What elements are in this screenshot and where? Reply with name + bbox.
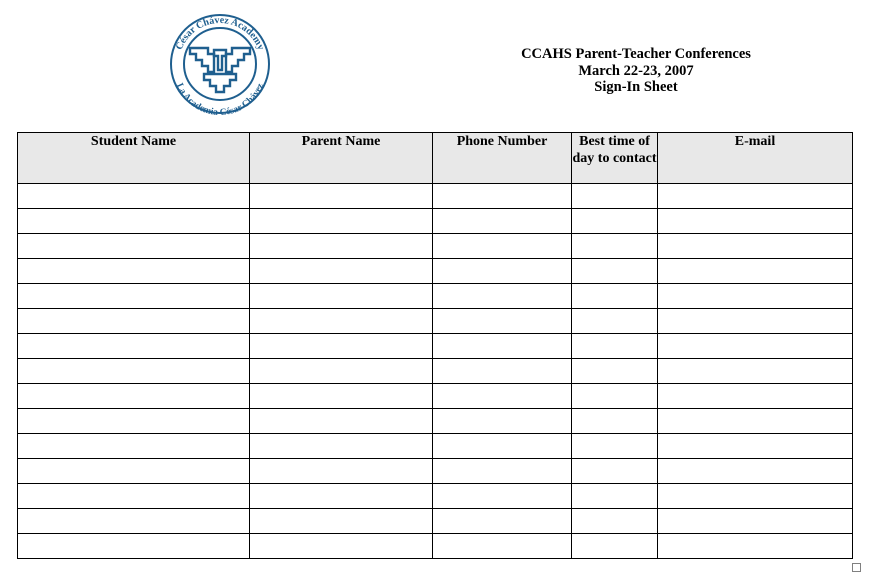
parent-name-cell — [250, 459, 433, 484]
phone-number-cell — [433, 459, 572, 484]
email-cell — [658, 459, 853, 484]
email-cell — [658, 209, 853, 234]
email-cell — [658, 484, 853, 509]
phone-number-cell — [433, 284, 572, 309]
table-row — [18, 209, 853, 234]
table-row — [18, 359, 853, 384]
student-name-cell — [18, 384, 250, 409]
best-time-cell — [572, 384, 658, 409]
table-row — [18, 534, 853, 559]
table-row — [18, 309, 853, 334]
conference-title: CCAHS Parent-Teacher Conferences — [521, 46, 751, 62]
phone-number-cell — [433, 359, 572, 384]
table-row — [18, 484, 853, 509]
phone-number-cell — [433, 484, 572, 509]
email-cell — [658, 384, 853, 409]
parent-name-cell — [250, 309, 433, 334]
eagle-seal-icon — [168, 12, 272, 116]
phone-number-cell — [433, 184, 572, 209]
parent-name-cell — [250, 434, 433, 459]
phone-number-cell — [433, 534, 572, 559]
phone-number-cell — [433, 259, 572, 284]
email-cell — [658, 284, 853, 309]
table-row — [18, 409, 853, 434]
parent-name-cell — [250, 209, 433, 234]
best-time-cell — [572, 409, 658, 434]
email-cell — [658, 359, 853, 384]
table-row — [18, 384, 853, 409]
best-time-cell — [572, 459, 658, 484]
student-name-cell — [18, 459, 250, 484]
student-name-cell — [18, 534, 250, 559]
phone-number-cell — [433, 384, 572, 409]
table-row — [18, 259, 853, 284]
parent-name-cell — [250, 184, 433, 209]
parent-name-cell — [250, 409, 433, 434]
student-name-cell — [18, 259, 250, 284]
table-row — [18, 234, 853, 259]
parent-name-cell — [250, 534, 433, 559]
parent-name-cell — [250, 359, 433, 384]
email-cell — [658, 334, 853, 359]
logo-bottom-text: La Academia César Chávez — [173, 81, 267, 116]
email-cell — [658, 509, 853, 534]
student-name-cell — [18, 209, 250, 234]
best-time-cell — [572, 309, 658, 334]
best-time-cell — [572, 284, 658, 309]
parent-name-cell — [250, 259, 433, 284]
conference-dates: March 22-23, 2007 — [578, 62, 694, 79]
phone-number-cell — [433, 309, 572, 334]
email-cell — [658, 234, 853, 259]
email-cell — [658, 309, 853, 334]
signin-table — [17, 132, 853, 559]
best-time-cell — [572, 359, 658, 384]
best-time-cell — [572, 434, 658, 459]
parent-name-cell — [250, 334, 433, 359]
best-time-cell — [572, 534, 658, 559]
parent-name-cell — [250, 384, 433, 409]
best-time-cell — [572, 484, 658, 509]
parent-name-cell — [250, 509, 433, 534]
phone-number-cell — [433, 409, 572, 434]
email-cell — [658, 184, 853, 209]
best-time-cell — [572, 334, 658, 359]
column-header-student-name: Student Name — [18, 133, 250, 184]
student-name-cell — [18, 359, 250, 384]
email-cell — [658, 434, 853, 459]
student-name-cell — [18, 334, 250, 359]
student-name-cell — [18, 184, 250, 209]
email-cell — [658, 409, 853, 434]
school-logo — [168, 12, 272, 116]
student-name-cell — [18, 409, 250, 434]
parent-name-cell — [250, 484, 433, 509]
table-body — [18, 184, 853, 559]
phone-number-cell — [433, 234, 572, 259]
table-row — [18, 459, 853, 484]
table-row — [18, 184, 853, 209]
best-time-cell — [572, 184, 658, 209]
parent-name-cell — [250, 284, 433, 309]
student-name-cell — [18, 509, 250, 534]
student-name-cell — [18, 309, 250, 334]
email-cell — [658, 534, 853, 559]
column-header-email: E-mail — [658, 133, 853, 184]
phone-number-cell — [433, 434, 572, 459]
column-header-best-time: Best time of day to contact — [572, 133, 658, 184]
document-header — [486, 46, 786, 96]
best-time-cell — [572, 234, 658, 259]
table-row — [18, 334, 853, 359]
phone-number-cell — [433, 334, 572, 359]
best-time-cell — [572, 259, 658, 284]
best-time-cell — [572, 509, 658, 534]
table-row — [18, 284, 853, 309]
column-header-phone-number: Phone Number — [433, 133, 572, 184]
phone-number-cell — [433, 509, 572, 534]
best-time-cell — [572, 209, 658, 234]
email-cell — [658, 259, 853, 284]
table-header-row — [18, 133, 853, 184]
student-name-cell — [18, 284, 250, 309]
phone-number-cell — [433, 209, 572, 234]
table-row — [18, 434, 853, 459]
sheet-title: Sign-In Sheet — [594, 79, 678, 95]
table-end-marker — [852, 563, 861, 572]
table-row — [18, 509, 853, 534]
column-header-parent-name: Parent Name — [250, 133, 433, 184]
student-name-cell — [18, 234, 250, 259]
student-name-cell — [18, 434, 250, 459]
student-name-cell — [18, 484, 250, 509]
parent-name-cell — [250, 234, 433, 259]
logo-top-text: César Chávez Academy — [173, 14, 267, 52]
